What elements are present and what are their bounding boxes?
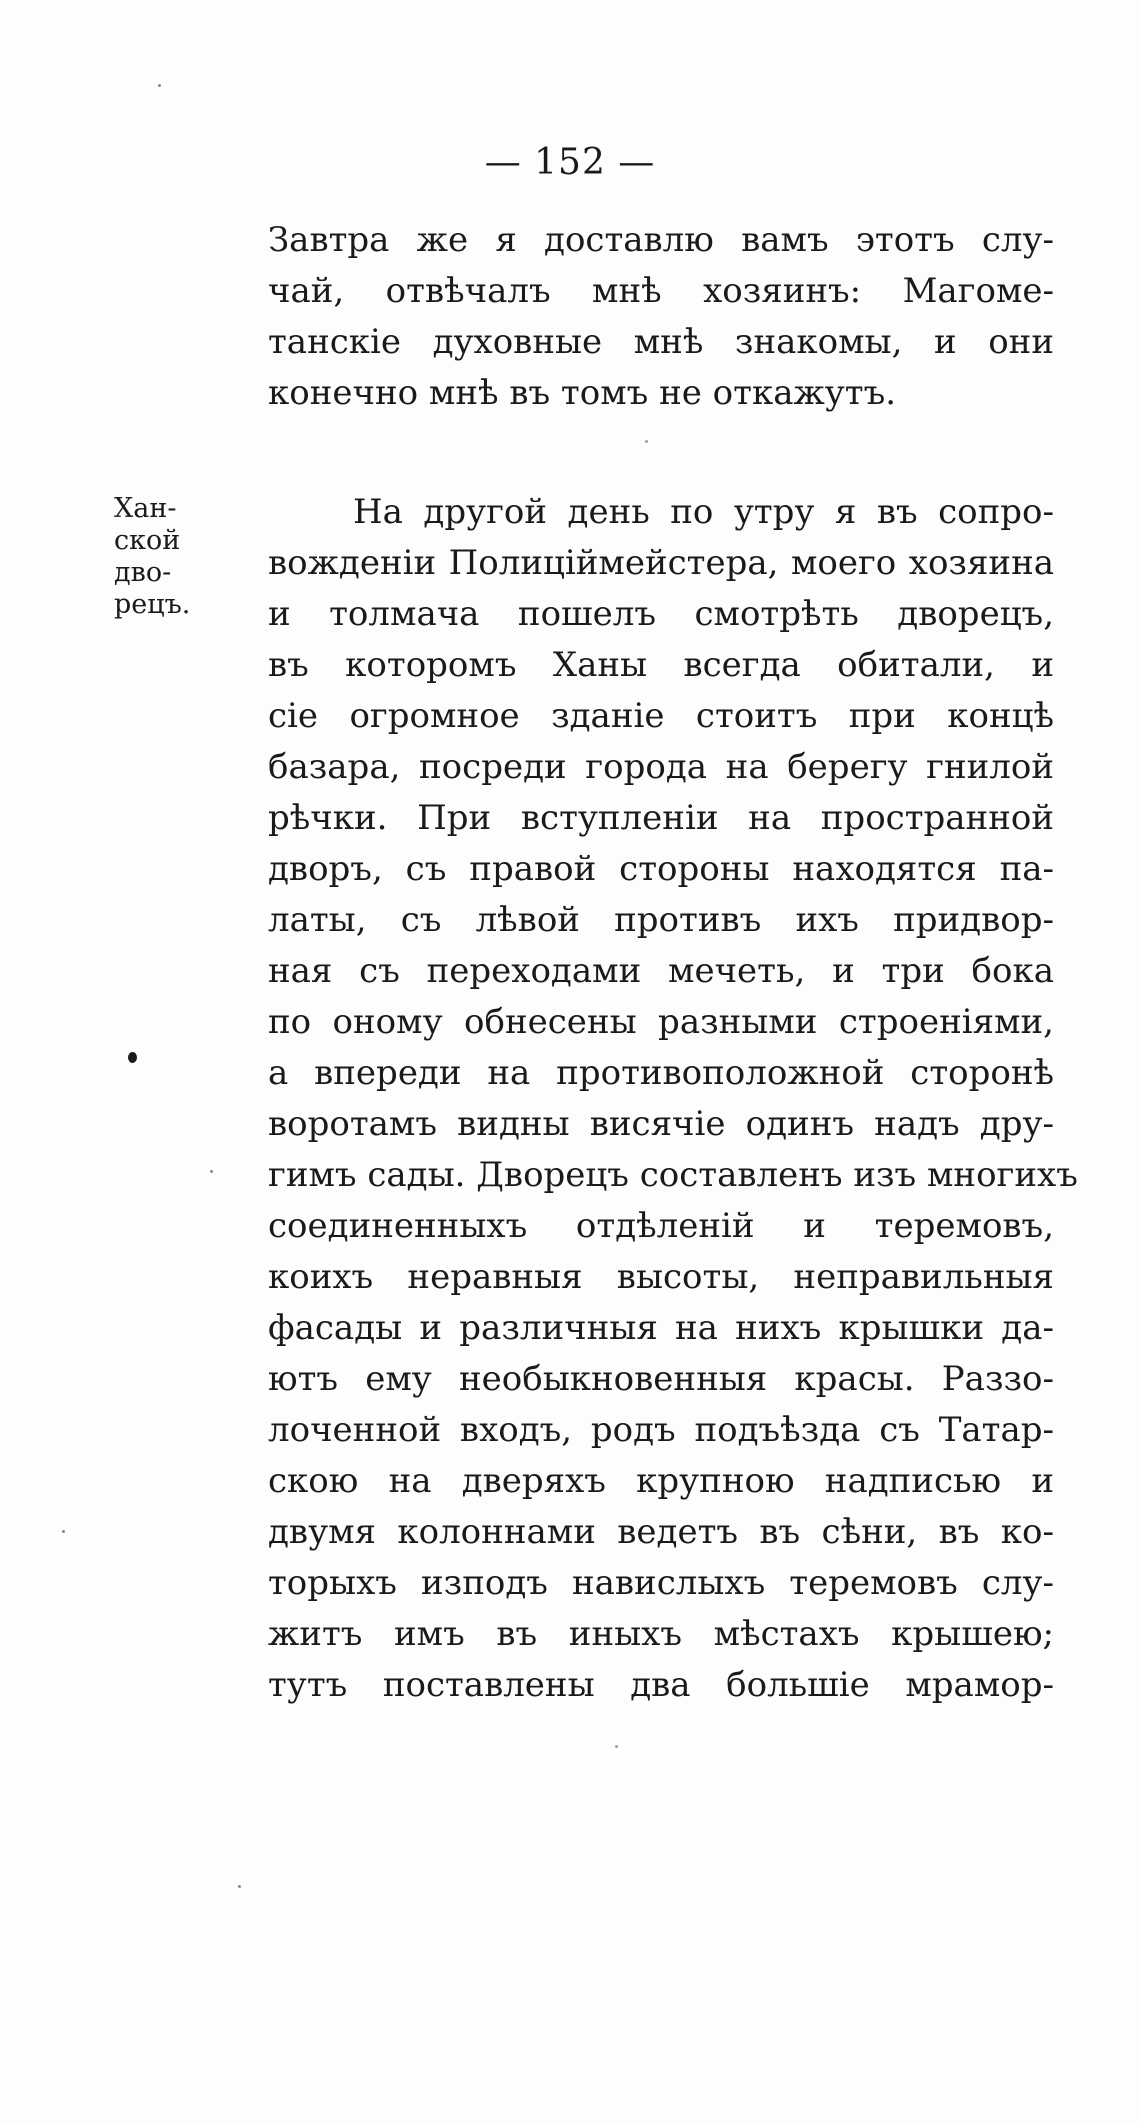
paragraph-main xyxy=(268,487,1078,1711)
text-line: ютъ ему необыкновенныя красы. Раззо- xyxy=(268,1359,1054,1399)
text-line: торыхъ изподъ навислыхъ теремовъ слу- xyxy=(268,1563,1054,1603)
text-line: дворъ, съ правой стороны находятся па- xyxy=(268,849,1054,889)
margin-note-line: Хан- xyxy=(114,493,177,524)
text-line: танскіе духовные мнѣ знакомы, и они xyxy=(268,322,1054,362)
text-line: коихъ неравныя высоты, неправильныя xyxy=(268,1257,1054,1297)
text-line: тутъ поставлены два большіе мрамор- xyxy=(268,1665,1054,1705)
ink-speck xyxy=(238,1885,241,1888)
text-line: фасады и различныя на нихъ крышки да- xyxy=(268,1308,1054,1348)
text-line: по оному обнесены разными строеніями, xyxy=(268,1002,1054,1042)
text-line: ная съ переходами мечеть, и три бока xyxy=(268,951,1054,991)
text-line: вожденіи Полиціймейстера, моего хозяина xyxy=(268,543,1054,583)
text-line: рѣчки. При вступленіи на пространной xyxy=(268,798,1054,838)
text-line: конечно мнѣ въ томъ не откажутъ. xyxy=(268,373,897,413)
text-line: Завтра же я доставлю вамъ этотъ слу- xyxy=(268,220,1054,260)
ink-speck xyxy=(62,1530,65,1533)
text-line: соединенныхъ отдѣленій и теремовъ, xyxy=(268,1206,1054,1246)
text-line: чай, отвѣчалъ мнѣ хозяинъ: Магоме- xyxy=(268,271,1054,311)
ink-speck xyxy=(645,440,648,443)
text-line: воротамъ видны висячіе одинъ надъ дру- xyxy=(268,1104,1054,1144)
ink-speck xyxy=(210,1170,213,1173)
text-line: двумя колоннами ведетъ въ сѣни, въ ко- xyxy=(268,1512,1054,1552)
page-number: — 152 — xyxy=(484,142,656,183)
text-line: житъ имъ въ иныхъ мѣстахъ крышею; xyxy=(268,1614,1054,1654)
text-line: и толмача пошелъ смотрѣть дворецъ, xyxy=(268,594,1054,634)
text-line: латы, съ лѣвой противъ ихъ придвор- xyxy=(268,900,1054,940)
text-line: скою на дверяхъ крупною надписью и xyxy=(268,1461,1054,1501)
margin-note-line: дво- xyxy=(114,557,172,588)
margin-note xyxy=(114,493,214,621)
ink-speck xyxy=(615,1745,618,1748)
text-line: гимъ сады. Дворецъ составленъ изъ многихъ xyxy=(268,1155,1078,1195)
text-line: базара, посреди города на берегу гнилой xyxy=(268,747,1054,787)
margin-note-line: рецъ. xyxy=(114,589,191,620)
ink-speck xyxy=(158,84,161,87)
text-line: лоченной входъ, родъ подъѣзда съ Татар- xyxy=(268,1410,1054,1450)
text-line: а впереди на противоположной сторонѣ xyxy=(268,1053,1054,1093)
text-line: На другой день по утру я въ сопро- xyxy=(353,492,1054,532)
ink-speck xyxy=(128,1052,137,1063)
text-line: сіе огромное зданіе стоитъ при концѣ xyxy=(268,696,1054,736)
paragraph-continuation xyxy=(268,215,1054,419)
text-line: въ которомъ Ханы всегда обитали, и xyxy=(268,645,1054,685)
margin-note-line: ской xyxy=(114,525,181,556)
